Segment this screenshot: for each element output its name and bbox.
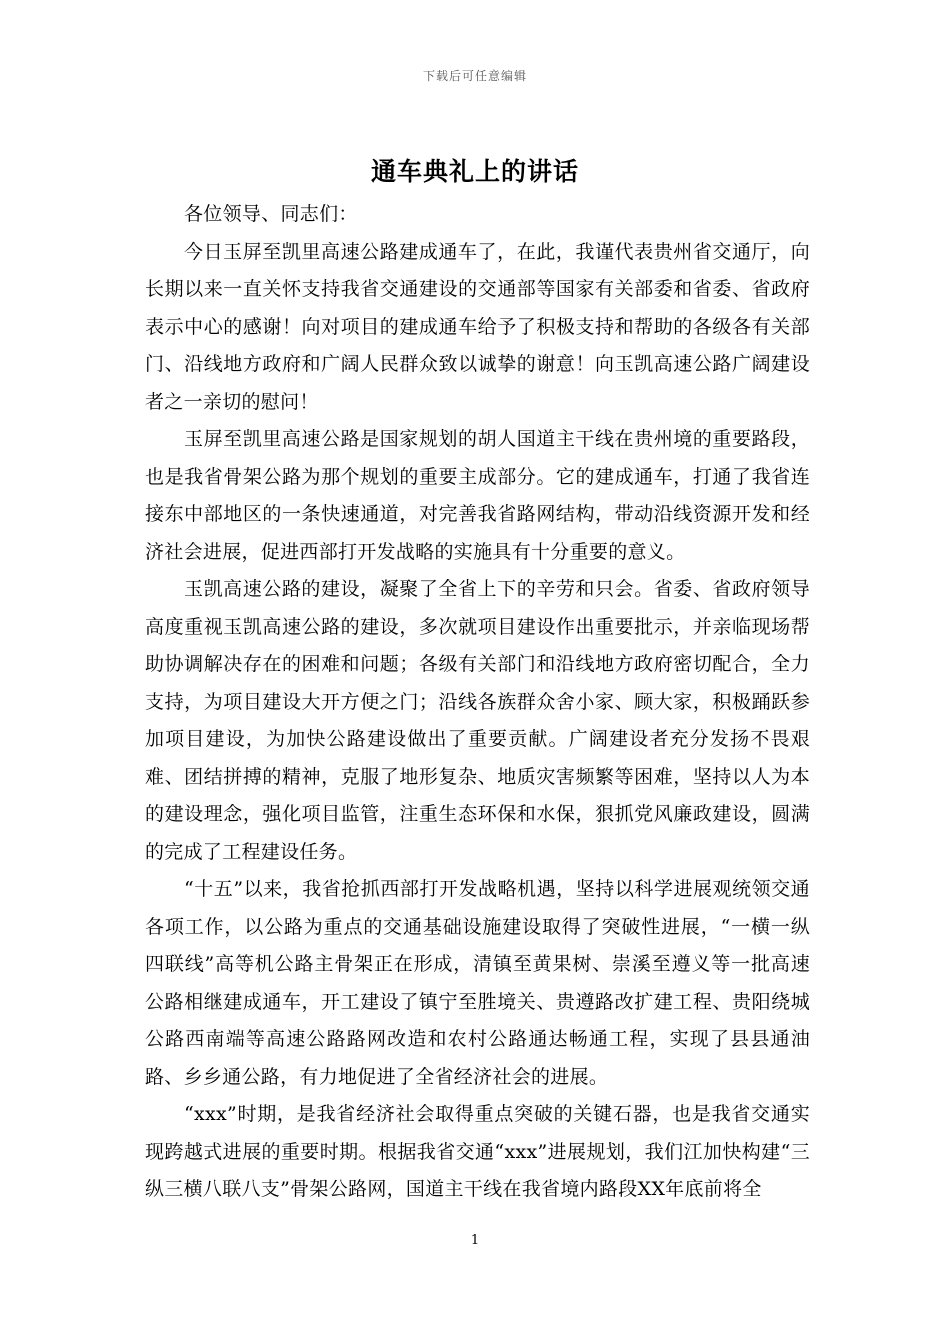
paragraph-5: “xxx”时期，是我省经济社会取得重点突破的关键石器，也是我省交通实现跨越式进展的重要时期。根据我省交通“xxx”进展规划，我们江加快构建“三纵三横八联八支”骨架公路网，国道主干线在我省境内路段XX年底前将全 [145,1103,810,1200]
page-header-note: 下载后可任意编辑 [422,69,527,83]
salutation: 各位领导、同志们： [184,203,358,225]
document-body [145,196,810,1209]
document-title: 通车典礼上的讲话 [370,157,579,186]
paragraph-4: “十五”以来，我省抢抓西部打开发战略机遇，坚持以科学进展观统领交通各项工作，以公路为重点的交通基础设施建设取得了突破性进展，“一横一纵四联线”高等机公路主骨架正在形成，清镇至黄果树、崇溪至遵义等一批高速公路相继建成通车，开工建设了镇宁至胜境关、贵遵路改扩建工程、贵阳绕城公路西南端等高速公路路网改造和农村公路通达畅通工程，实现了县县通油路、乡乡通公路，有力地促进了全省经济社会的进展。 [145,878,810,1088]
paragraph-1: 今日玉屏至凯里高速公路建成通车了，在此，我谨代表贵州省交通厅，向长期以来一直关怀支持我省交通建设的交通部等国家有关部委和省委、省政府表示中心的感谢！向对项目的建成通车给予了积极支持和帮助的各级各有关部门、沿线地方政府和广阔人民群众致以诚挚的谢意！向玉凯高速公路广阔建设者之一亲切的慰问！ [145,240,810,413]
page-number: 1 [470,1233,480,1248]
paragraph-3: 玉凯高速公路的建设，凝聚了全省上下的辛劳和只会。省委、省政府领导高度重视玉凯高速公路的建设，多次就项目建设作出重要批示，并亲临现场帮助协调解决存在的困难和问题；各级有关部门和沿线地方政府密切配合，全力支持，为项目建设大开方便之门；沿线各族群众舍小家、顾大家，积极踊跃参加项目建设，为加快公路建设做出了重要贡献。广阔建设者充分发扬不畏艰难、团结拼搏的精神，克服了地形复杂、地质灾害频繁等困难，坚持以人为本的建设理念，强化项目监管，注重生态环保和水保，狠抓党风廉政建设，圆满的完成了工程建设任务。 [145,578,810,863]
paragraph-2: 玉屏至凯里高速公路是国家规划的胡人国道主干线在贵州境的重要路段，也是我省骨架公路为那个规划的重要主成部分。它的建成通车，打通了我省连接东中部地区的一条快速通道，对完善我省路网结构，带动沿线资源开发和经济社会进展，促进西部打开发战略的实施具有十分重要的意义。 [145,428,810,563]
